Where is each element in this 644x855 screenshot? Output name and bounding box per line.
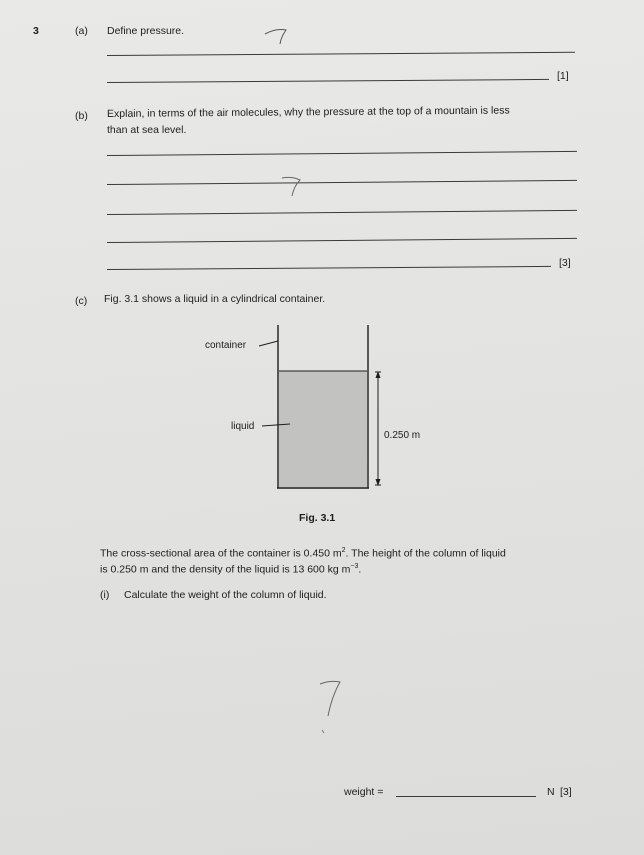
pencil-mark-1 (265, 30, 286, 45)
weight-answer-unit: N (547, 786, 555, 798)
question-number: 3 (33, 25, 39, 37)
part-b-question-line-1: Explain, in terms of the air molecules, why the pressure at the top of a mountain is less (106, 104, 510, 120)
figure-caption: Fig. 3.1 (299, 512, 336, 524)
pencil-mark-3 (320, 681, 340, 716)
pencil-mark-2 (282, 177, 300, 196)
pencil-mark-4 (322, 730, 324, 733)
part-c-i-marks: [3] (560, 786, 572, 798)
height-label: 0.250 m (384, 430, 421, 441)
info-line-1-text-end: . The height of the column of liquid (345, 547, 506, 560)
container-label: container (205, 340, 247, 351)
info-line-1-text: The cross-sectional area of the container is 0.450 m (100, 547, 342, 560)
liquid-label: liquid (231, 421, 255, 432)
part-b-question-line-2: than at sea level. (107, 124, 187, 136)
part-a-label: (a) (75, 25, 88, 37)
sub-part-i-question: Calculate the weight of the column of liquid. (124, 589, 327, 601)
sub-part-i-label: (i) (100, 589, 110, 601)
part-a-question: Define pressure. (107, 25, 185, 37)
info-line-2-text-end: . (358, 563, 362, 576)
weight-answer-label: weight = (344, 786, 384, 798)
part-b-marks: [3] (559, 257, 571, 269)
part-a-marks: [1] (557, 70, 569, 82)
info-line-2-text: is 0.250 m and the density of the liquid is 13 600 kg m (100, 563, 351, 576)
part-b-label: (b) (75, 110, 88, 122)
part-c-intro: Fig. 3.1 shows a liquid in a cylindrical container. (104, 293, 326, 305)
area-unit-exponent: 2 (341, 547, 346, 554)
part-c-label: (c) (75, 295, 88, 307)
density-unit-exponent: −3 (350, 563, 359, 570)
